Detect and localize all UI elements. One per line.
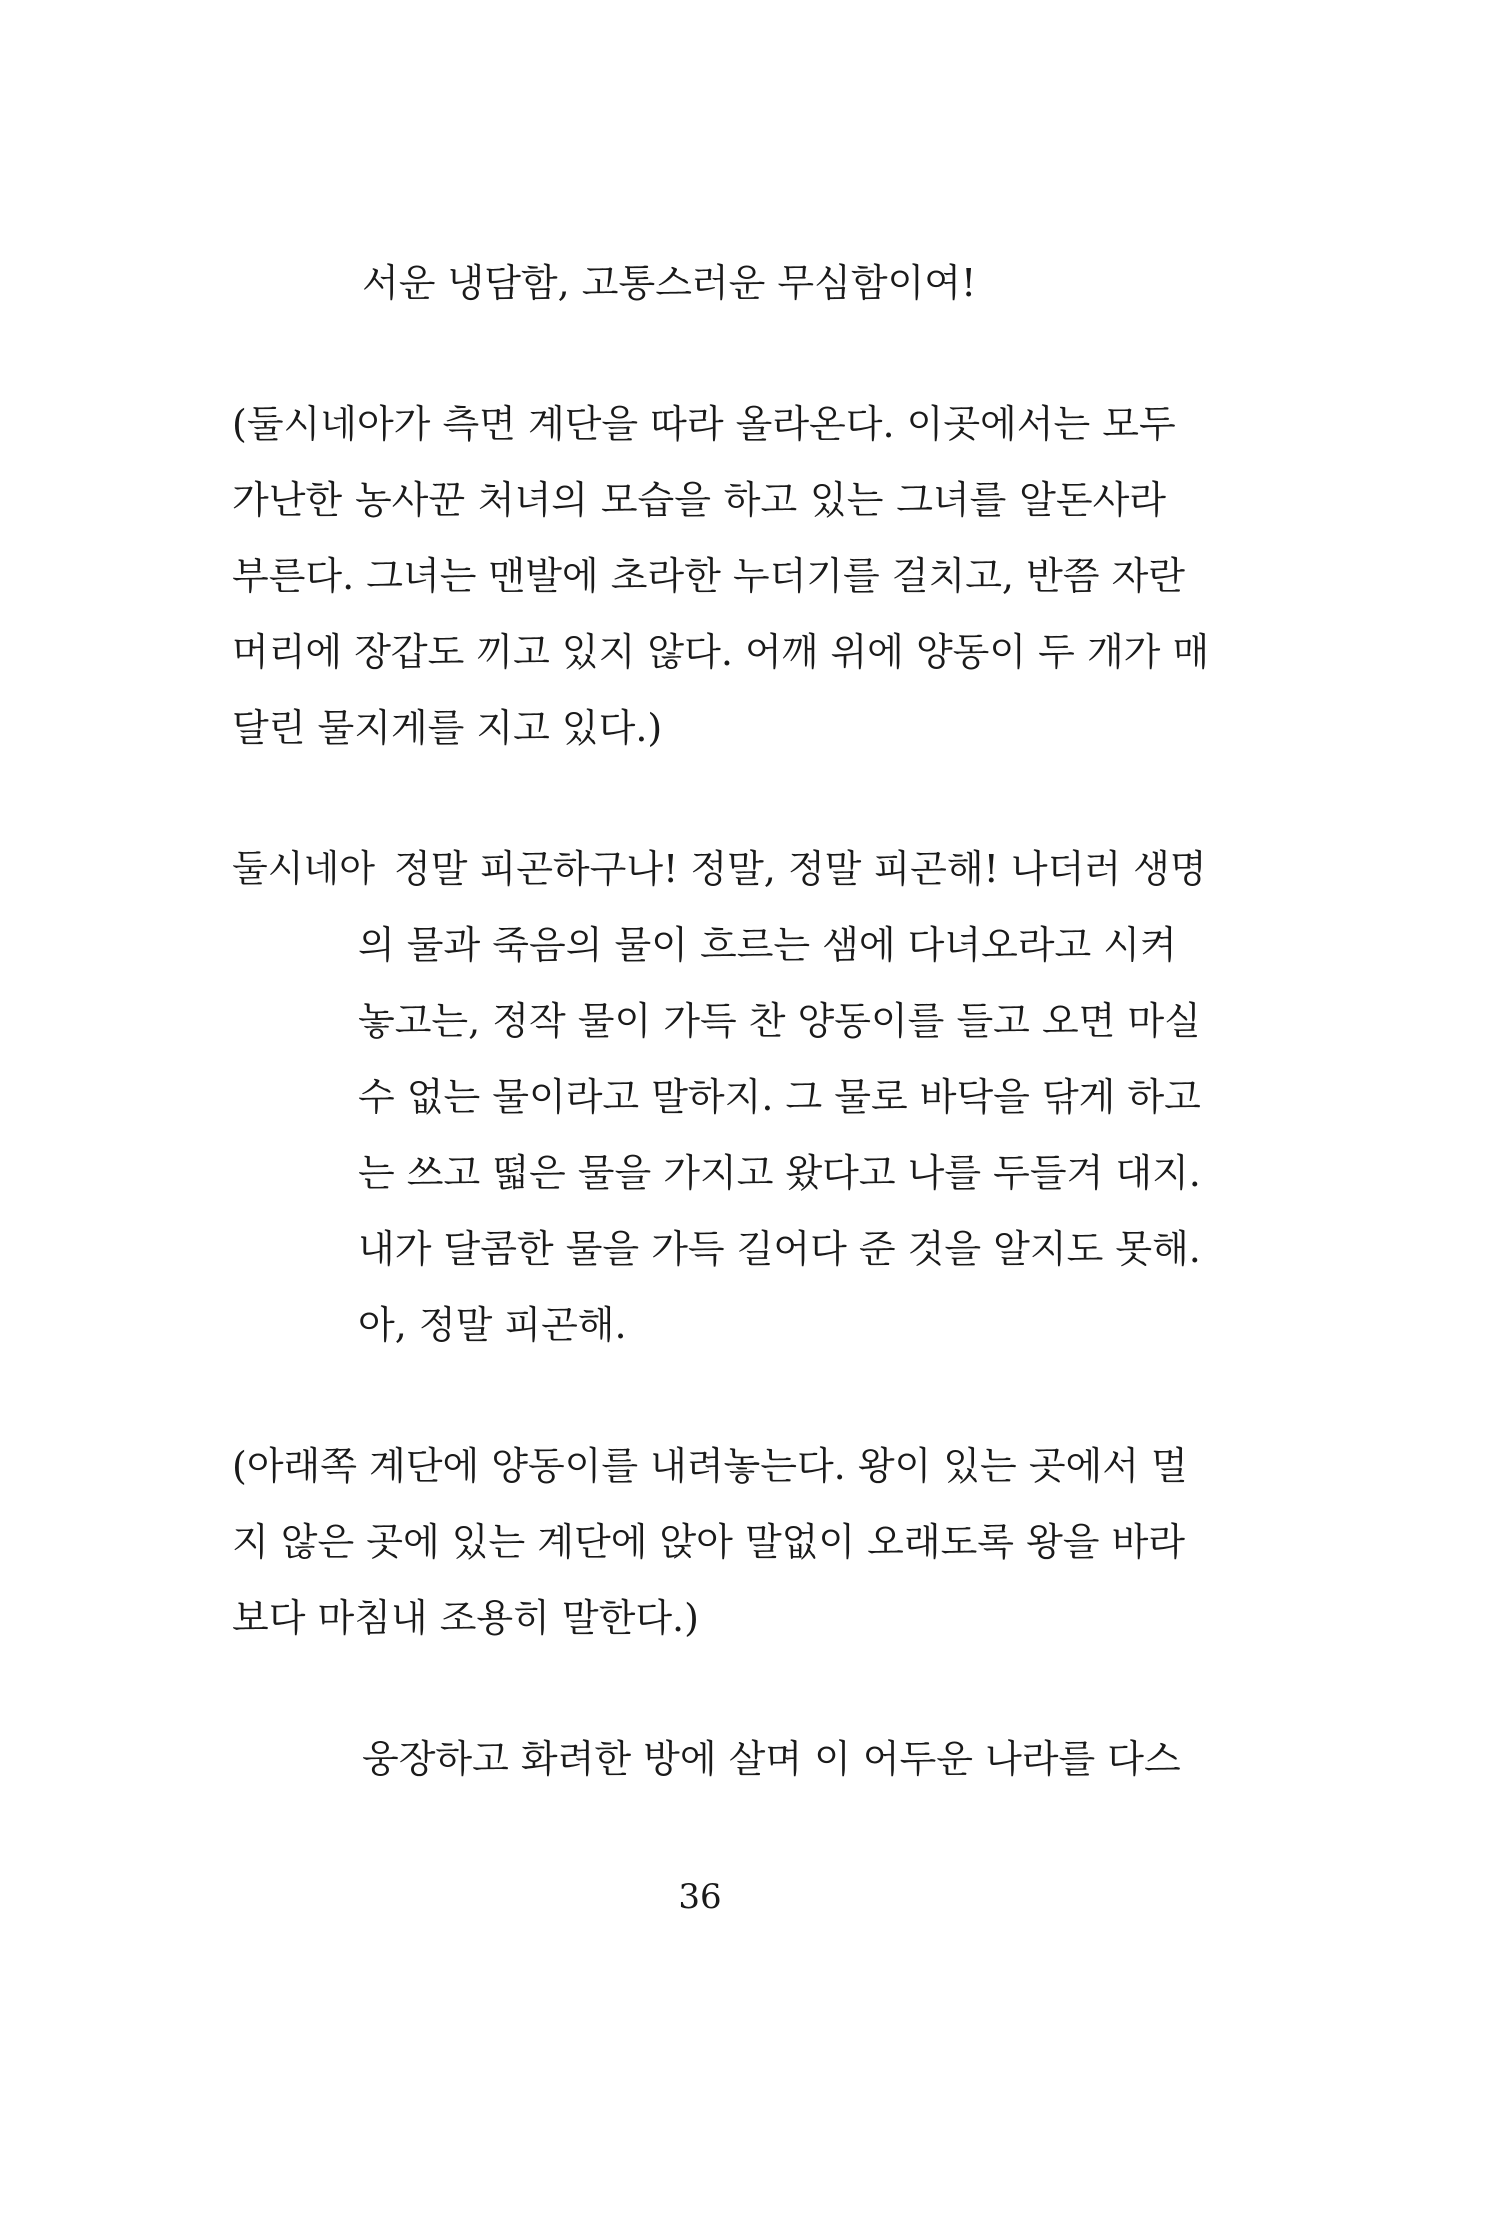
dialogue-line: 놓고는, 정작 물이 가득 찬 양동이를 들고 오면 마실: [358, 999, 1201, 1043]
stage-direction-line: 달린 물지게를 지고 있다.): [232, 706, 663, 750]
stage-direction-line: 부른다. 그녀는 맨발에 초라한 누더기를 걸치고, 반쯤 자란: [232, 554, 1185, 598]
dialogue-line: 의 물과 죽음의 물이 흐르는 샘에 다녀오라고 시켜: [358, 923, 1177, 967]
stage-direction-line: (둘시네아가 측면 계단을 따라 올라온다. 이곳에서는 모두: [232, 402, 1176, 446]
stage-direction-line: (아래쪽 계단에 양동이를 내려놓는다. 왕이 있는 곳에서 멀: [232, 1444, 1188, 1488]
verse-line: 웅장하고 화려한 방에 살며 이 어두운 나라를 다스: [362, 1737, 1181, 1781]
stage-direction-line: 지 않은 곳에 있는 계단에 앉아 말없이 오래도록 왕을 바라: [232, 1520, 1185, 1564]
dialogue-line: 수 없는 물이라고 말하지. 그 물로 바닥을 닦게 하고: [358, 1075, 1201, 1119]
dialogue-line: 정말 피곤하구나! 정말, 정말 피곤해! 나더러 생명: [394, 847, 1207, 891]
verse-line: 서운 냉담함, 고통스러운 무심함이여!: [362, 261, 977, 305]
dialogue-line: 는 쓰고 떫은 물을 가지고 왔다고 나를 두들겨 대지.: [358, 1151, 1201, 1195]
dialogue-line: 내가 달콤한 물을 가득 길어다 준 것을 알지도 못해.: [358, 1227, 1201, 1271]
speaker-name: 둘시네아: [232, 847, 375, 890]
stage-direction-line: 머리에 장갑도 끼고 있지 않다. 어깨 위에 양동이 두 개가 매: [232, 630, 1210, 674]
dialogue-line: 아, 정말 피곤해.: [358, 1303, 627, 1347]
stage-direction-line: 보다 마침내 조용히 말한다.): [232, 1596, 699, 1640]
stage-direction-line: 가난한 농사꾼 처녀의 모습을 하고 있는 그녀를 알돈사라: [232, 478, 1166, 522]
page-number: 36: [678, 1877, 722, 1917]
